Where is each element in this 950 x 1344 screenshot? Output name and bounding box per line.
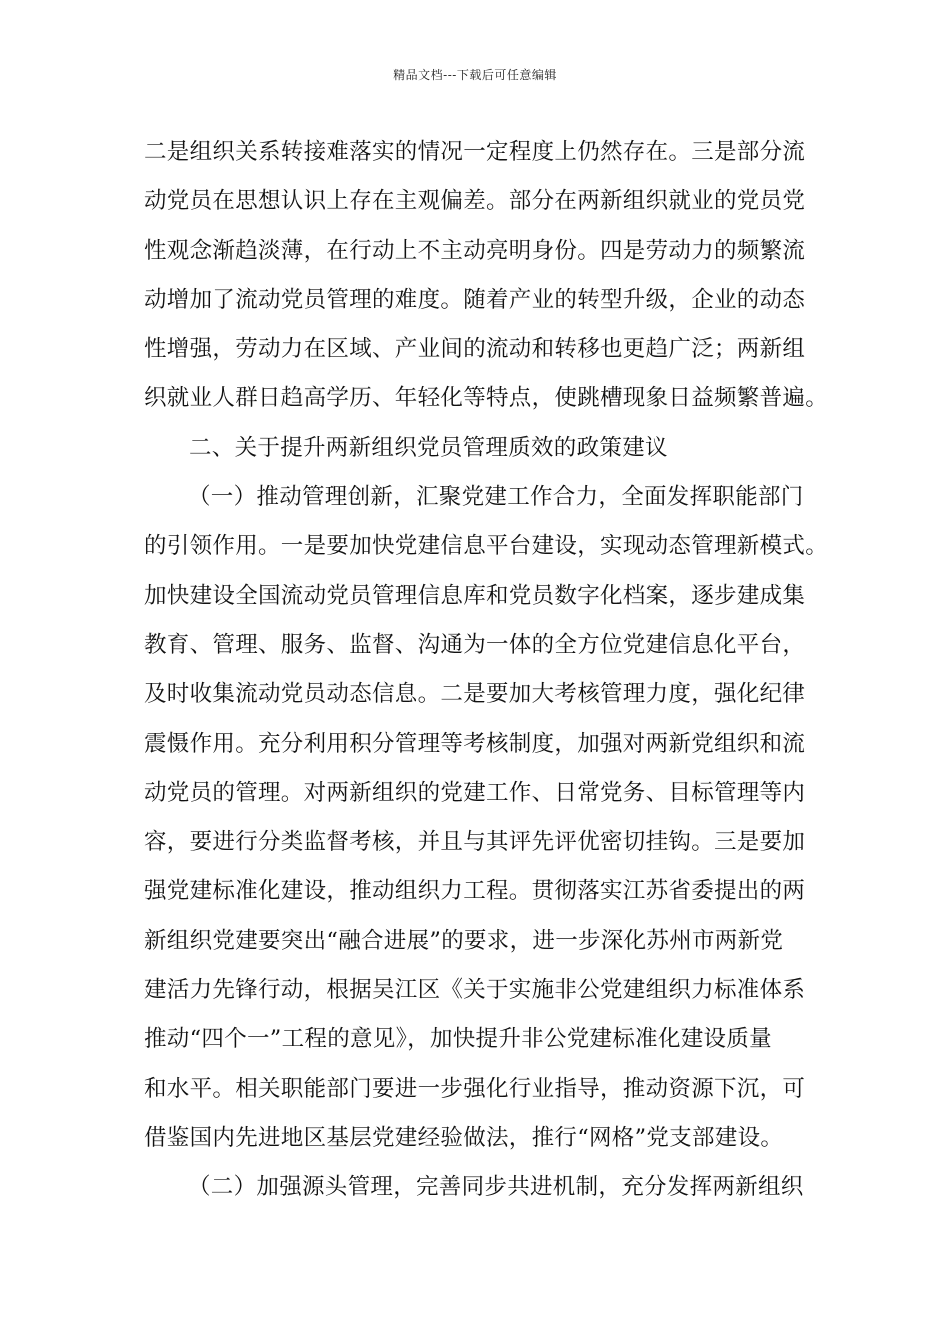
- text-line: 震慑作用。充分利用积分管理等考核制度，加强对两新党组织和流: [144, 730, 806, 757]
- text-line: 教育、管理、服务、监督、沟通为一体的全方位党建信息化平台，: [144, 631, 806, 658]
- subsection-heading: （一）推动管理创新，汇聚党建工作合力，全面发挥职能部门: [188, 484, 804, 511]
- text-line: 的引领作用。一是要加快党建信息平台建设，实现动态管理新模式。: [144, 533, 829, 560]
- text-line: 和水平。相关职能部门要进一步强化行业指导，推动资源下沉，可: [144, 1075, 806, 1102]
- text-line: 新组织党建要突出“融合进展”的要求，进一步深化苏州市两新党: [144, 927, 784, 954]
- text-line: 性增强，劳动力在区域、产业间的流动和转移也更趋广泛；两新组: [144, 336, 806, 363]
- text-line: 织就业人群日趋高学历、年轻化等特点，使跳槽现象日益频繁普遍。: [144, 385, 829, 412]
- text-line: 建活力先锋行动，根据吴江区《关于实施非公党建组织力标准体系: [144, 977, 806, 1004]
- text-line: 动增加了流动党员管理的难度。随着产业的转型升级，企业的动态: [144, 286, 806, 313]
- text-line: 动党员的管理。对两新组织的党建工作、日常党务、目标管理等内: [144, 779, 806, 806]
- text-line: 性观念渐趋淡薄，在行动上不主动亮明身份。四是劳动力的频繁流: [144, 237, 806, 264]
- text-line: 二是组织关系转接难落实的情况一定程度上仍然存在。三是部分流: [144, 139, 806, 165]
- section-heading: 二、关于提升两新组织党员管理质效的政策建议: [189, 434, 668, 461]
- page-header: 精品文档---下载后可任意编辑: [393, 68, 557, 82]
- text-line: 加快建设全国流动党员管理信息库和党员数字化档案，逐步建成集: [144, 582, 806, 609]
- text-line: 借鉴国内先进地区基层党建经验做法，推行“网格”党支部建设。: [144, 1124, 784, 1151]
- body-text: [144, 128, 829, 1213]
- text-line: 容，要进行分类监督考核，并且与其评先评优密切挂钩。三是要加: [144, 829, 806, 856]
- text-line: 动党员在思想认识上存在主观偏差。部分在两新组织就业的党员党: [144, 188, 806, 215]
- text-line: 推动“四个一”工程的意见》，加快提升非公党建标准化建设质量: [144, 1026, 772, 1053]
- text-line: 及时收集流动党员动态信息。二是要加大考核管理力度，强化纪律: [144, 681, 806, 708]
- subsection-heading: （二）加强源头管理，完善同步共进机制，充分发挥两新组织: [188, 1174, 804, 1201]
- text-line: 强党建标准化建设，推动组织力工程。贯彻落实江苏省委提出的两: [144, 878, 806, 905]
